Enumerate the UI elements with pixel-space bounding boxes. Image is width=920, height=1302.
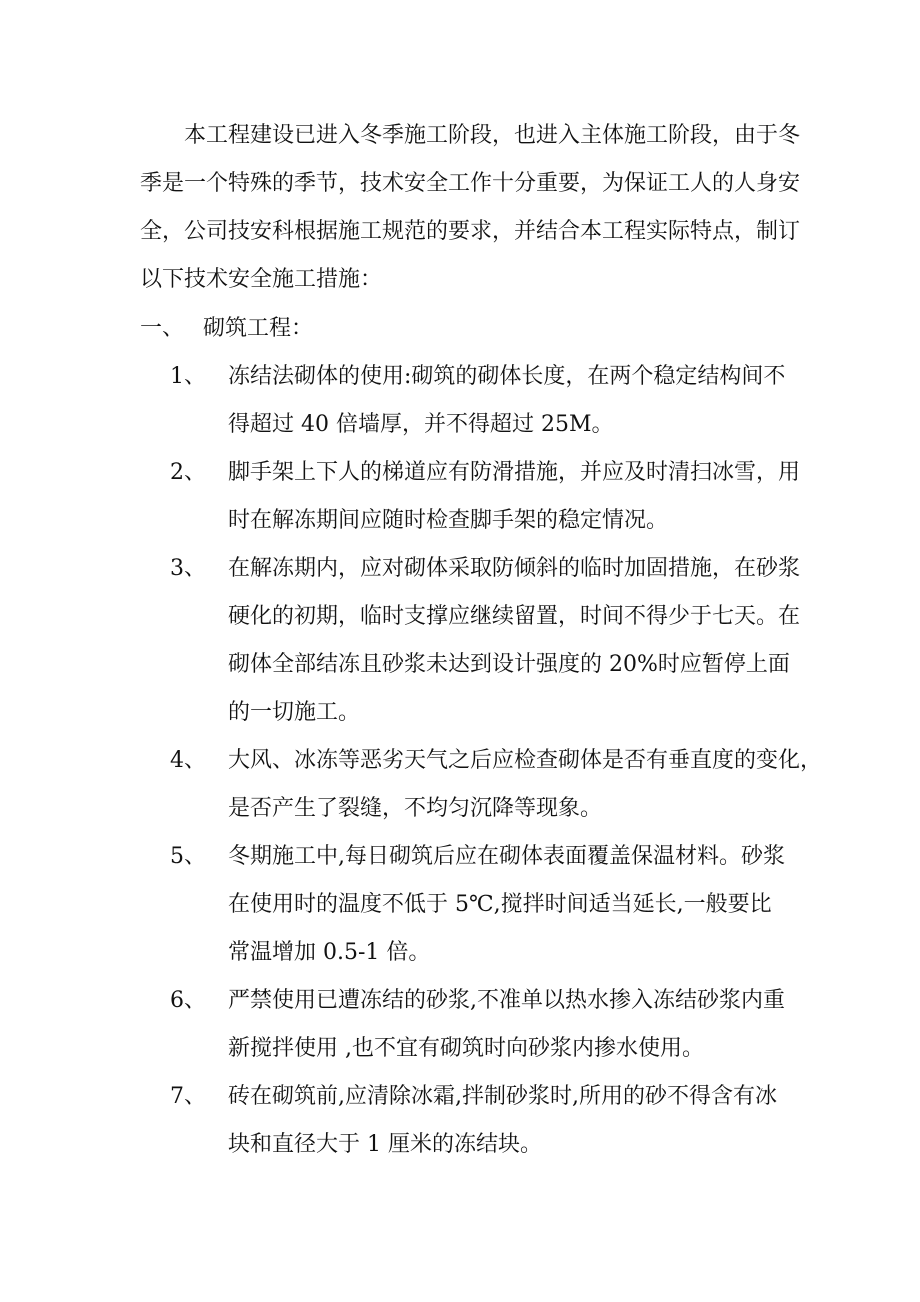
list-item-line: 新搅拌使用 ,也不宜有砌筑时向砂浆内掺水使用。	[228, 1036, 704, 1061]
list-item-line: 严禁使用已遭冻结的砂浆,不准单以热水掺入冻结砂浆内重	[228, 988, 785, 1013]
list-item-line: 的一切施工。	[228, 700, 361, 725]
intro-line: 全，公司技安科根据施工规范的要求，并结合本工程实际特点，制订	[140, 219, 801, 244]
section-title: 砌筑工程：	[203, 316, 314, 341]
list-item-text	[228, 833, 810, 977]
list-item-number: 2、	[170, 460, 206, 485]
list-item-text	[228, 1073, 810, 1169]
list-item-line: 大风、冰冻等恶劣天气之后应检查砌体是否有垂直度的变化，	[228, 748, 823, 773]
list-item-line: 冻结法砌体的使用:砌筑的砌体长度，在两个稳定结构间不	[228, 364, 786, 389]
list-item-2	[170, 449, 810, 545]
list-item-number: 5、	[170, 844, 206, 869]
list-item-line: 块和直径大于 1 厘米的冻结块。	[228, 1132, 542, 1157]
list-item-line: 时在解冻期间应随时检查脚手架的稳定情况。	[228, 508, 669, 533]
list-item-line: 在使用时的温度不低于 5℃,搅拌时间适当延长,一般要比	[228, 892, 772, 917]
list-item-number: 4、	[170, 748, 206, 773]
list-item-4	[170, 737, 823, 833]
intro-paragraph	[140, 112, 800, 304]
list-item-line: 在解冻期内，应对砌体采取防倾斜的临时加固措施，在砂浆	[228, 556, 801, 581]
list-item-text	[228, 737, 823, 833]
list-item-line: 常温增加 0.5-1 倍。	[228, 940, 431, 965]
list-item-line: 砖在砌筑前,应清除冰霜,拌制砂浆时,所用的砂不得含有冰	[228, 1084, 777, 1109]
list-item-3	[170, 545, 810, 737]
list-item-text	[228, 977, 810, 1073]
intro-line: 本工程建设已进入冬季施工阶段，也进入主体施工阶段，由于冬	[184, 123, 801, 148]
list-item-7	[170, 1073, 810, 1169]
list-item-line: 得超过 40 倍墙厚，并不得超过 25M。	[228, 412, 614, 437]
list-item-line: 冬期施工中,每日砌筑后应在砌体表面覆盖保温材料。砂浆	[228, 844, 785, 869]
list-item-1	[170, 353, 810, 449]
list-item-line: 脚手架上下人的梯道应有防滑措施，并应及时清扫冰雪，用	[228, 460, 801, 485]
list-item-number: 3、	[170, 556, 206, 581]
list-item-number: 1、	[170, 364, 206, 389]
list-item-line: 硬化的初期，临时支撑应继续留置，时间不得少于七天。在	[228, 604, 801, 629]
intro-line: 季是一个特殊的季节，技术安全工作十分重要，为保证工人的人身安	[140, 171, 801, 196]
list-item-number: 7、	[170, 1084, 206, 1109]
list-item-text	[228, 545, 810, 737]
list-item-6	[170, 977, 810, 1073]
list-item-text	[228, 353, 810, 449]
section-heading	[140, 305, 313, 353]
list-item-5	[170, 833, 810, 977]
list-item-number: 6、	[170, 988, 206, 1013]
list-item-line: 砌体全部结冻且砂浆未达到设计强度的 20%时应暂停上面	[228, 652, 790, 677]
intro-line: 以下技术安全施工措施：	[140, 267, 383, 292]
list-item-text	[228, 449, 810, 545]
list-item-line: 是否产生了裂缝，不均匀沉降等现象。	[228, 796, 603, 821]
section-number: 一、	[140, 316, 185, 341]
